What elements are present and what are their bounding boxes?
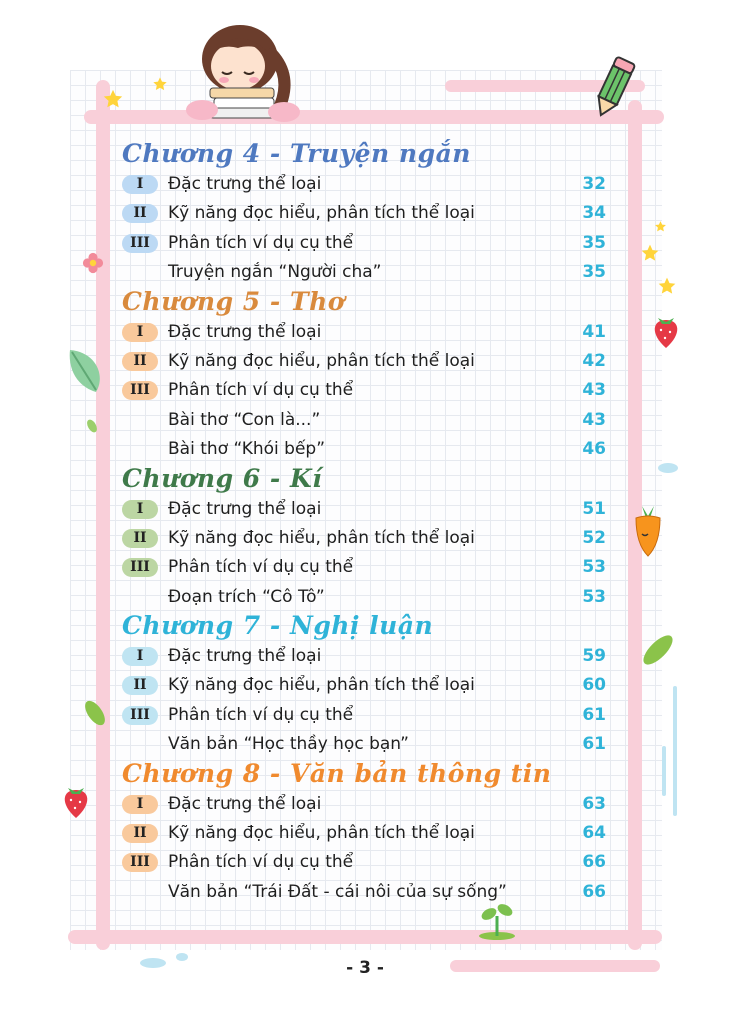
- entry-label: Kỹ năng đọc hiểu, phân tích thể loại: [168, 203, 475, 224]
- entry-label: Đoạn trích “Cô Tô”: [168, 586, 325, 607]
- entry-label: Kỹ năng đọc hiểu, phân tích thể loại: [168, 675, 475, 696]
- page-number: - 3 -: [346, 958, 384, 978]
- entry-label: Kỹ năng đọc hiểu, phân tích thể loại: [168, 350, 475, 371]
- entry-page-number: 42: [582, 350, 606, 371]
- entry-label: Đặc trưng thể loại: [168, 321, 322, 342]
- toc-entry: [122, 318, 612, 347]
- toc-entry: [122, 347, 612, 376]
- entry-label: Đặc trưng thể loại: [168, 498, 322, 519]
- toc-entry: [122, 435, 612, 464]
- leaf-icon: [84, 418, 100, 434]
- entry-page-number: 60: [582, 675, 606, 696]
- chapter-title: Chương 6 - Kí: [122, 463, 323, 493]
- entry-page-number: 59: [582, 646, 606, 667]
- toc-entry: [122, 258, 612, 287]
- entry-label: Phân tích ví dụ cụ thể: [168, 852, 354, 873]
- decor-line: [662, 746, 666, 796]
- toc-entry: [122, 671, 612, 700]
- toc-entry: [122, 553, 612, 582]
- entry-page-number: 52: [582, 527, 606, 548]
- toc-entry: [122, 848, 612, 877]
- chapter-title: Chương 4 - Truyện ngắn: [122, 139, 471, 168]
- toc-entry: [122, 790, 612, 819]
- section-badge: II: [122, 352, 158, 371]
- entry-page-number: 64: [582, 823, 606, 844]
- entry-page-number: 34: [582, 203, 606, 224]
- toc-entry: [122, 199, 612, 228]
- entry-label: Đặc trưng thể loại: [168, 646, 322, 667]
- section-badge: I: [122, 795, 158, 814]
- section-badge: I: [122, 647, 158, 666]
- entry-page-number: 35: [582, 232, 606, 253]
- section-badge: I: [122, 323, 158, 342]
- chapter-title: Chương 7 - Nghị luận: [122, 611, 434, 641]
- frame-bar: [68, 930, 662, 944]
- flower-icon: [82, 252, 104, 274]
- section-badge: III: [122, 558, 158, 577]
- entry-label: Bài thơ “Con là...”: [168, 409, 321, 430]
- decor-line: [673, 686, 677, 816]
- entry-page-number: 43: [582, 380, 606, 401]
- entry-page-number: 63: [582, 793, 606, 814]
- entry-label: Phân tích ví dụ cụ thể: [168, 380, 354, 401]
- cloud-dot: [656, 460, 680, 476]
- entry-page-number: 53: [582, 586, 606, 607]
- entry-page-number: 61: [582, 734, 606, 755]
- section-badge: II: [122, 529, 158, 548]
- leaf-icon: [66, 346, 106, 396]
- strawberry-icon: [648, 312, 684, 350]
- frame-bar: [84, 110, 664, 124]
- frame-bar: [96, 80, 110, 950]
- entry-page-number: 66: [582, 881, 606, 902]
- entry-page-number: 35: [582, 262, 606, 283]
- star-icon: [102, 88, 124, 110]
- section-badge: II: [122, 824, 158, 843]
- toc-entry: [122, 229, 612, 258]
- entry-label: Bài thơ “Khói bếp”: [168, 439, 326, 460]
- section-badge: I: [122, 175, 158, 194]
- toc-entry: [122, 524, 612, 553]
- entry-page-number: 51: [582, 498, 606, 519]
- leaf-icon: [638, 630, 678, 670]
- entry-page-number: 61: [582, 704, 606, 725]
- pencil-icon: [588, 54, 640, 120]
- entry-page-number: 43: [582, 409, 606, 430]
- chapter-title: Chương 8 - Văn bản thông tin: [122, 758, 552, 788]
- section-badge: III: [122, 853, 158, 872]
- toc-entry: [122, 730, 612, 759]
- strawberry-icon: [58, 782, 94, 820]
- toc-entry: [122, 701, 612, 730]
- entry-page-number: 46: [582, 439, 606, 460]
- entry-page-number: 32: [582, 174, 606, 194]
- section-badge: II: [122, 204, 158, 223]
- star-icon: [640, 243, 660, 263]
- girl-with-books-illustration: [180, 14, 305, 122]
- entry-label: Kỹ năng đọc hiểu, phân tích thể loại: [168, 823, 475, 844]
- entry-label: Kỹ năng đọc hiểu, phân tích thể loại: [168, 527, 475, 548]
- toc-entry: [122, 495, 612, 524]
- toc-entry: [122, 376, 612, 405]
- entry-page-number: 41: [582, 321, 606, 342]
- entry-page-number: 66: [582, 852, 606, 873]
- entry-page-number: 53: [582, 557, 606, 578]
- leaf-icon: [82, 698, 108, 728]
- entry-label: Truyện ngắn “Người cha”: [168, 262, 382, 283]
- star-icon: [654, 220, 667, 233]
- toc-entry: [122, 583, 612, 612]
- entry-label: Phân tích ví dụ cụ thể: [168, 557, 354, 578]
- section-badge: III: [122, 381, 158, 400]
- section-badge: III: [122, 706, 158, 725]
- toc-entry: [122, 170, 612, 199]
- toc-entry: [122, 819, 612, 848]
- star-icon: [152, 76, 168, 92]
- toc-entry: [122, 642, 612, 671]
- chapter-title: Chương 5 - Thơ: [122, 286, 345, 316]
- entry-label: Đặc trưng thể loại: [168, 174, 322, 194]
- entry-label: Đặc trưng thể loại: [168, 793, 322, 814]
- entry-label: Phân tích ví dụ cụ thể: [168, 704, 354, 725]
- section-badge: I: [122, 500, 158, 519]
- section-badge: II: [122, 676, 158, 695]
- carrot-icon: [630, 504, 666, 558]
- entry-label: Phân tích ví dụ cụ thể: [168, 232, 354, 253]
- star-icon: [657, 276, 677, 296]
- entry-label: Văn bản “Học thầy học bạn”: [168, 734, 409, 755]
- toc-entry: [122, 406, 612, 435]
- section-badge: III: [122, 234, 158, 253]
- toc-entry: [122, 878, 612, 907]
- table-of-contents: [122, 140, 612, 907]
- entry-label: Văn bản “Trái Đất - cái nôi của sự sống”: [168, 881, 507, 902]
